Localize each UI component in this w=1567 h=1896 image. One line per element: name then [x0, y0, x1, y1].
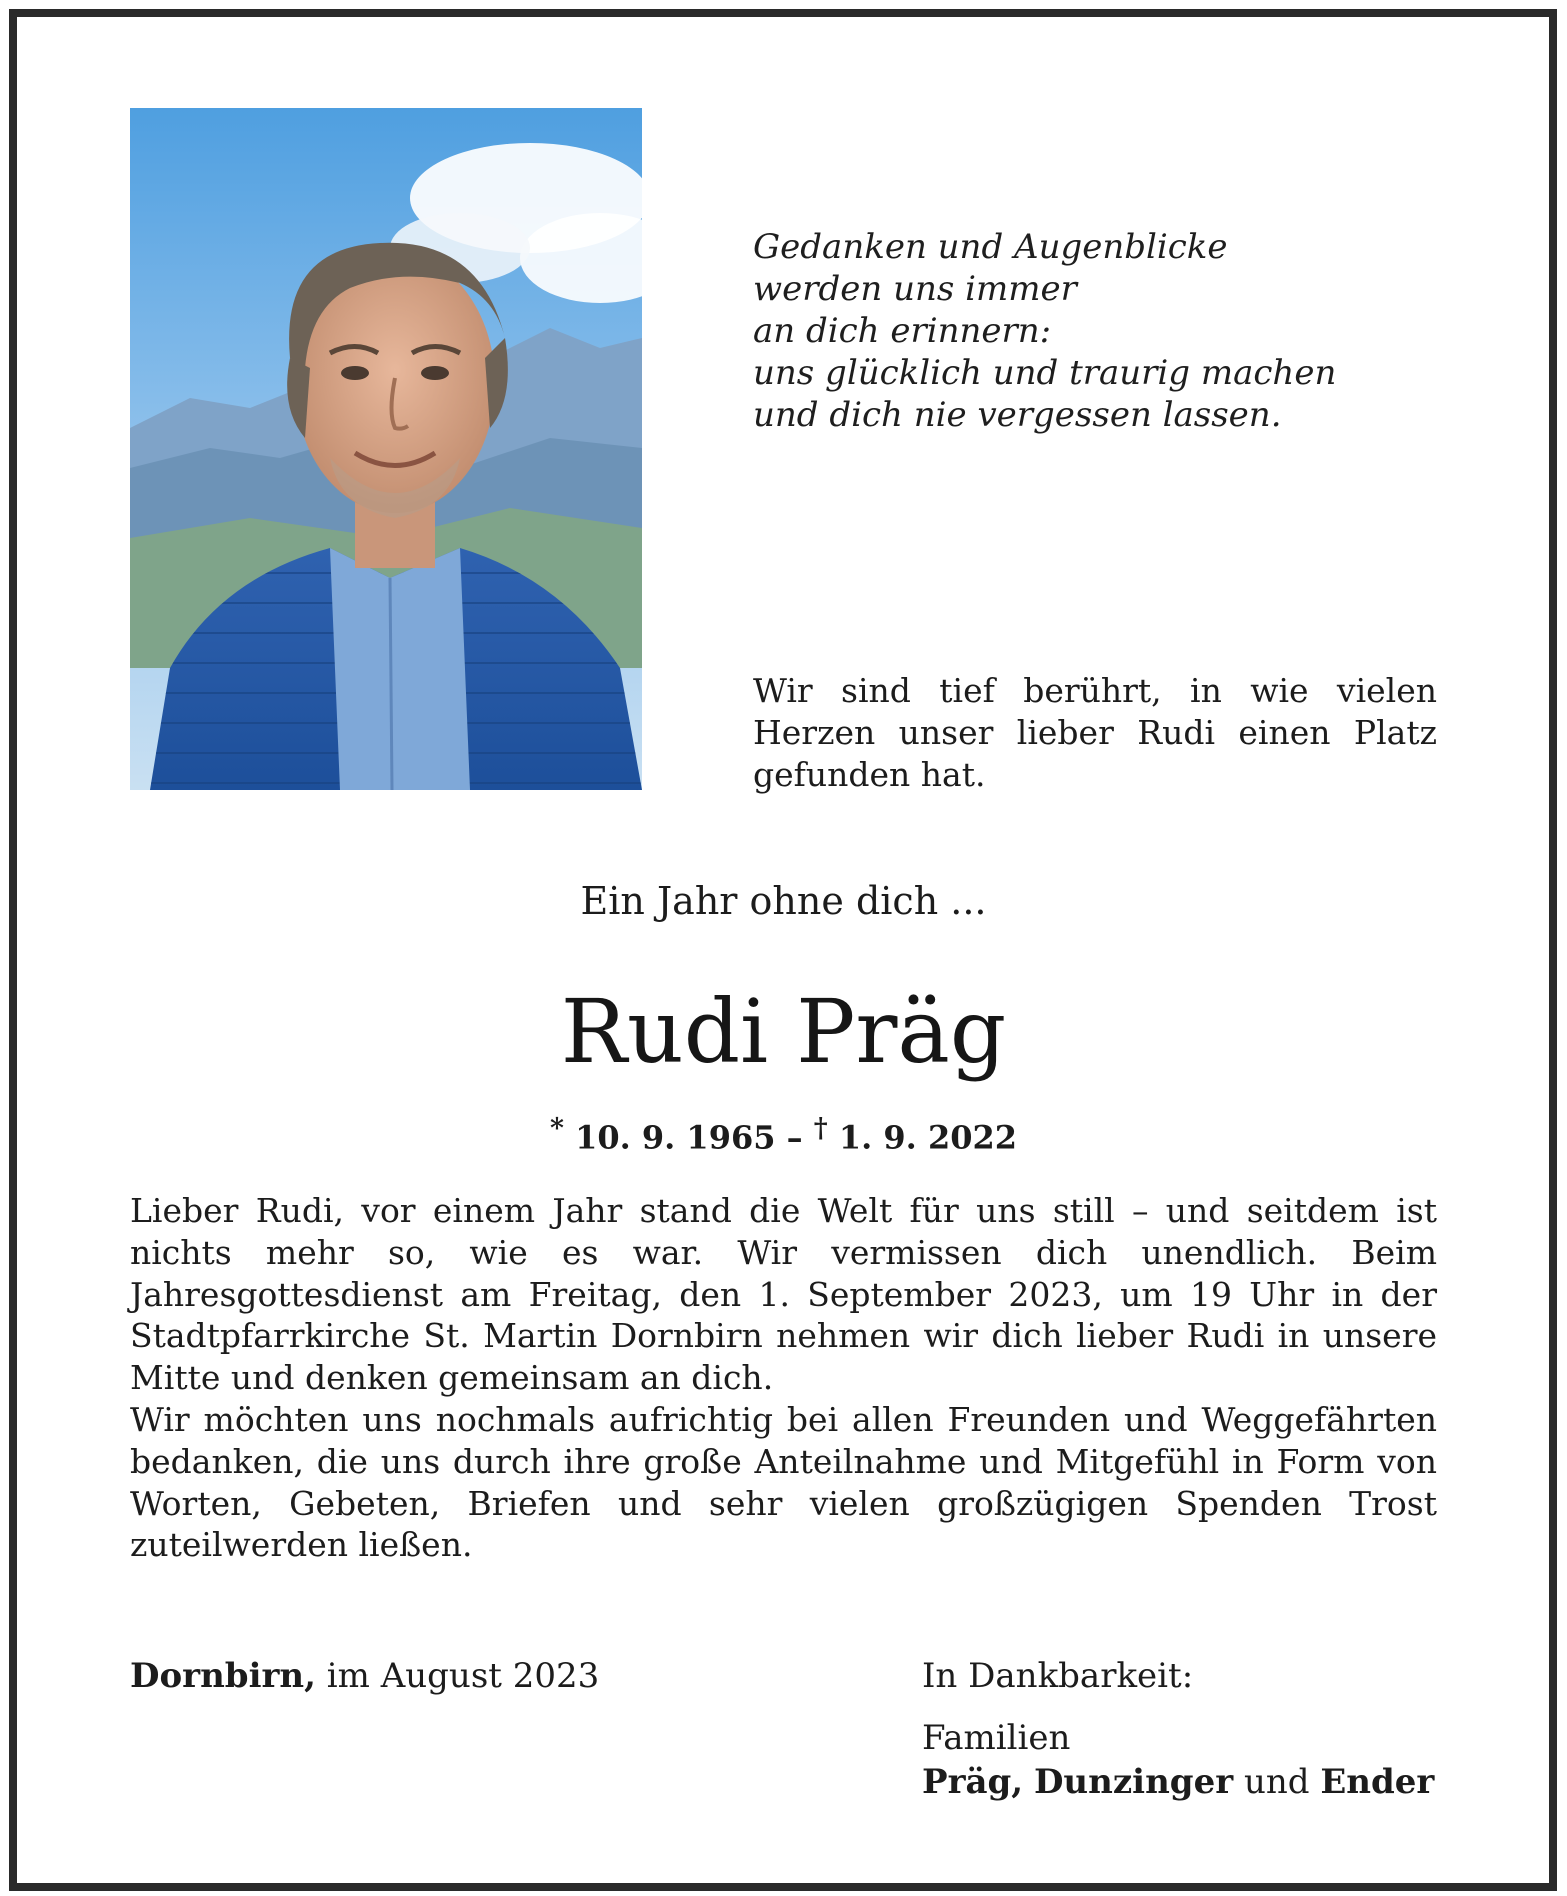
family-names: [922, 1760, 1434, 1804]
body-paragraph: Lieber Rudi, vor einem Jahr stand die Welt für uns still – und seitdem ist nichts mehr so, wie es war. Wir vermissen dich unendlich. Beim Jahresgottesdienst am Freitag, den 1. September 2023, um 19 Uhr in der Stadtpfarrkirche St. Martin Dornbirn nehmen wir dich lieber Rudi in unsere Mitte und denken gemeinsam an dich.: [130, 1191, 1437, 1398]
memorial-verse: [753, 226, 1473, 436]
birth-date: 10. 9. 1965: [575, 1118, 776, 1157]
portrait-photo: [130, 108, 642, 790]
family-name: Ender: [1320, 1762, 1435, 1802]
family-name: Dunzinger: [1033, 1762, 1234, 1802]
family-name: Präg,: [922, 1762, 1024, 1802]
conjunction: und: [1243, 1762, 1310, 1802]
signoff-label: In Dankbarkeit:: [922, 1656, 1194, 1696]
date-separator: –: [786, 1118, 803, 1157]
death-date: 1. 9. 2022: [838, 1118, 1018, 1157]
life-dates: [0, 1107, 1567, 1160]
thanks-note: Wir sind tief berührt, in wie vielen Herzen unser lieber Rudi einen Platz gefunden hat.: [753, 671, 1437, 794]
families-label: Familien: [922, 1718, 1071, 1758]
verse-line: werden uns immer: [753, 269, 1077, 309]
deceased-name: Rudi Präg: [560, 980, 1007, 1083]
shirt: [330, 548, 470, 790]
verse-line: an dich erinnern:: [753, 311, 1052, 351]
place-and-date: [130, 1654, 599, 1698]
verse-line: Gedanken und Augenblicke: [753, 227, 1228, 267]
verse-line: uns glücklich und traurig machen: [753, 353, 1337, 393]
verse-line: und dich nie vergessen lassen.: [753, 395, 1282, 435]
body-text: [130, 1190, 1437, 1566]
place-date: im August 2023: [326, 1656, 600, 1696]
place-city: Dornbirn,: [130, 1656, 316, 1696]
birth-symbol: *: [549, 1113, 564, 1144]
death-symbol: †: [813, 1113, 828, 1144]
intro-line: Ein Jahr ohne dich ...: [580, 879, 987, 923]
body-paragraph: Wir möchten uns nochmals aufrichtig bei allen Freunden und Weggefährten bedanken, die uns durch ihre große Anteilnahme und Mitgefühl in Form von Worten, Gebeten, Briefen und sehr vielen großzügigen Spenden Trost zuteilwerden ließen.: [130, 1399, 1437, 1565]
signoff: [922, 1654, 1434, 1804]
